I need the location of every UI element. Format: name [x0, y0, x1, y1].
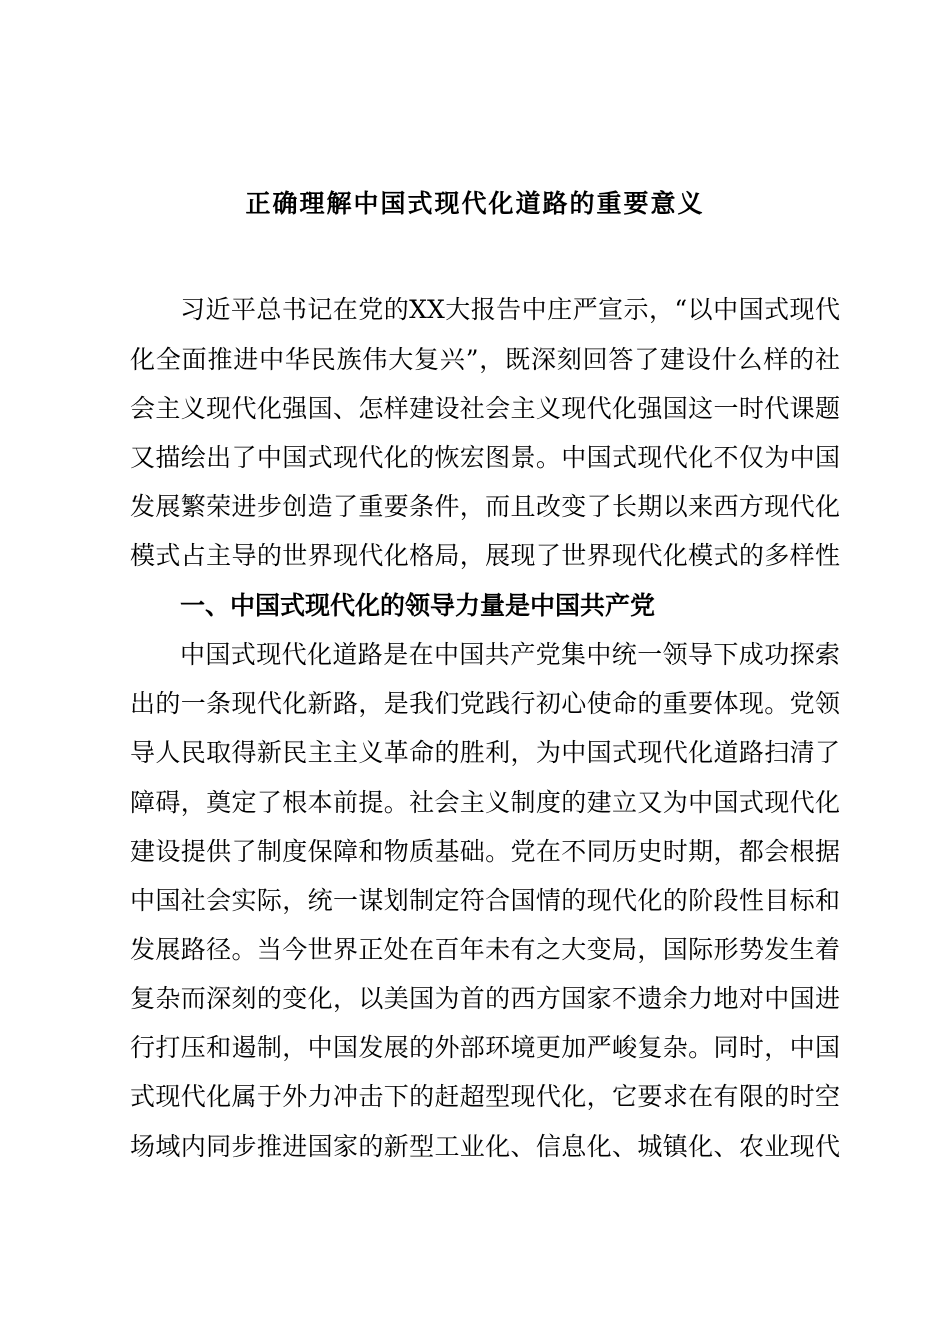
paragraph-2-line-9: 行打压和遏制，中国发展的外部环境更加严峻复杂。同时，中国 — [130, 1033, 840, 1062]
paragraph-2-line-2: 出的一条现代化新路，是我们党践行初心使命的重要体现。党领 — [130, 689, 840, 718]
paragraph-1-line-1: 习近平总书记在党的XX大报告中庄严宣示，“以中国式现代 — [180, 295, 840, 324]
paragraph-1-line-5: 发展繁荣进步创造了重要条件，而且改变了长期以来西方现代化 — [130, 492, 840, 521]
paragraph-2-line-5: 建设提供了制度保障和物质基础。党在不同历史时期，都会根据 — [130, 837, 840, 866]
paragraph-1-line-4: 又描绘出了中国式现代化的恢宏图景。中国式现代化不仅为中国 — [130, 443, 840, 472]
paragraph-2-line-11: 场域内同步推进国家的新型工业化、信息化、城镇化、农业现代 — [130, 1132, 840, 1161]
paragraph-2-line-3: 导人民取得新民主主义革命的胜利，为中国式现代化道路扫清了 — [130, 738, 840, 767]
paragraph-2-line-1: 中国式现代化道路是在中国共产党集中统一领导下成功探索 — [180, 640, 840, 669]
paragraph-1-line-2: 化全面推进中华民族伟大复兴”，既深刻回答了建设什么样的社 — [130, 345, 840, 374]
paragraph-2-line-6: 中国社会实际，统一谋划制定符合国情的现代化的阶段性目标和 — [130, 886, 840, 915]
paragraph-2-line-4: 障碍，奠定了根本前提。社会主义制度的建立又为中国式现代化 — [130, 788, 840, 817]
paragraph-1-line-6: 模式占主导的世界现代化格局，展现了世界现代化模式的多样性 — [130, 541, 840, 570]
paragraph-2-line-7: 发展路径。当今世界正处在百年未有之大变局，国际形势发生着 — [130, 935, 840, 964]
section-1-heading: 一、中国式现代化的领导力量是中国共产党 — [180, 591, 656, 620]
paragraph-2-line-8: 复杂而深刻的变化，以美国为首的西方国家不遗余力地对中国进 — [130, 984, 840, 1013]
paragraph-1-line-3: 会主义现代化强国、怎样建设社会主义现代化强国这一时代课题 — [130, 394, 840, 423]
paragraph-2-line-10: 式现代化属于外力冲击下的赶超型现代化，它要求在有限的时空 — [130, 1082, 840, 1111]
document-title: 正确理解中国式现代化道路的重要意义 — [245, 189, 705, 218]
